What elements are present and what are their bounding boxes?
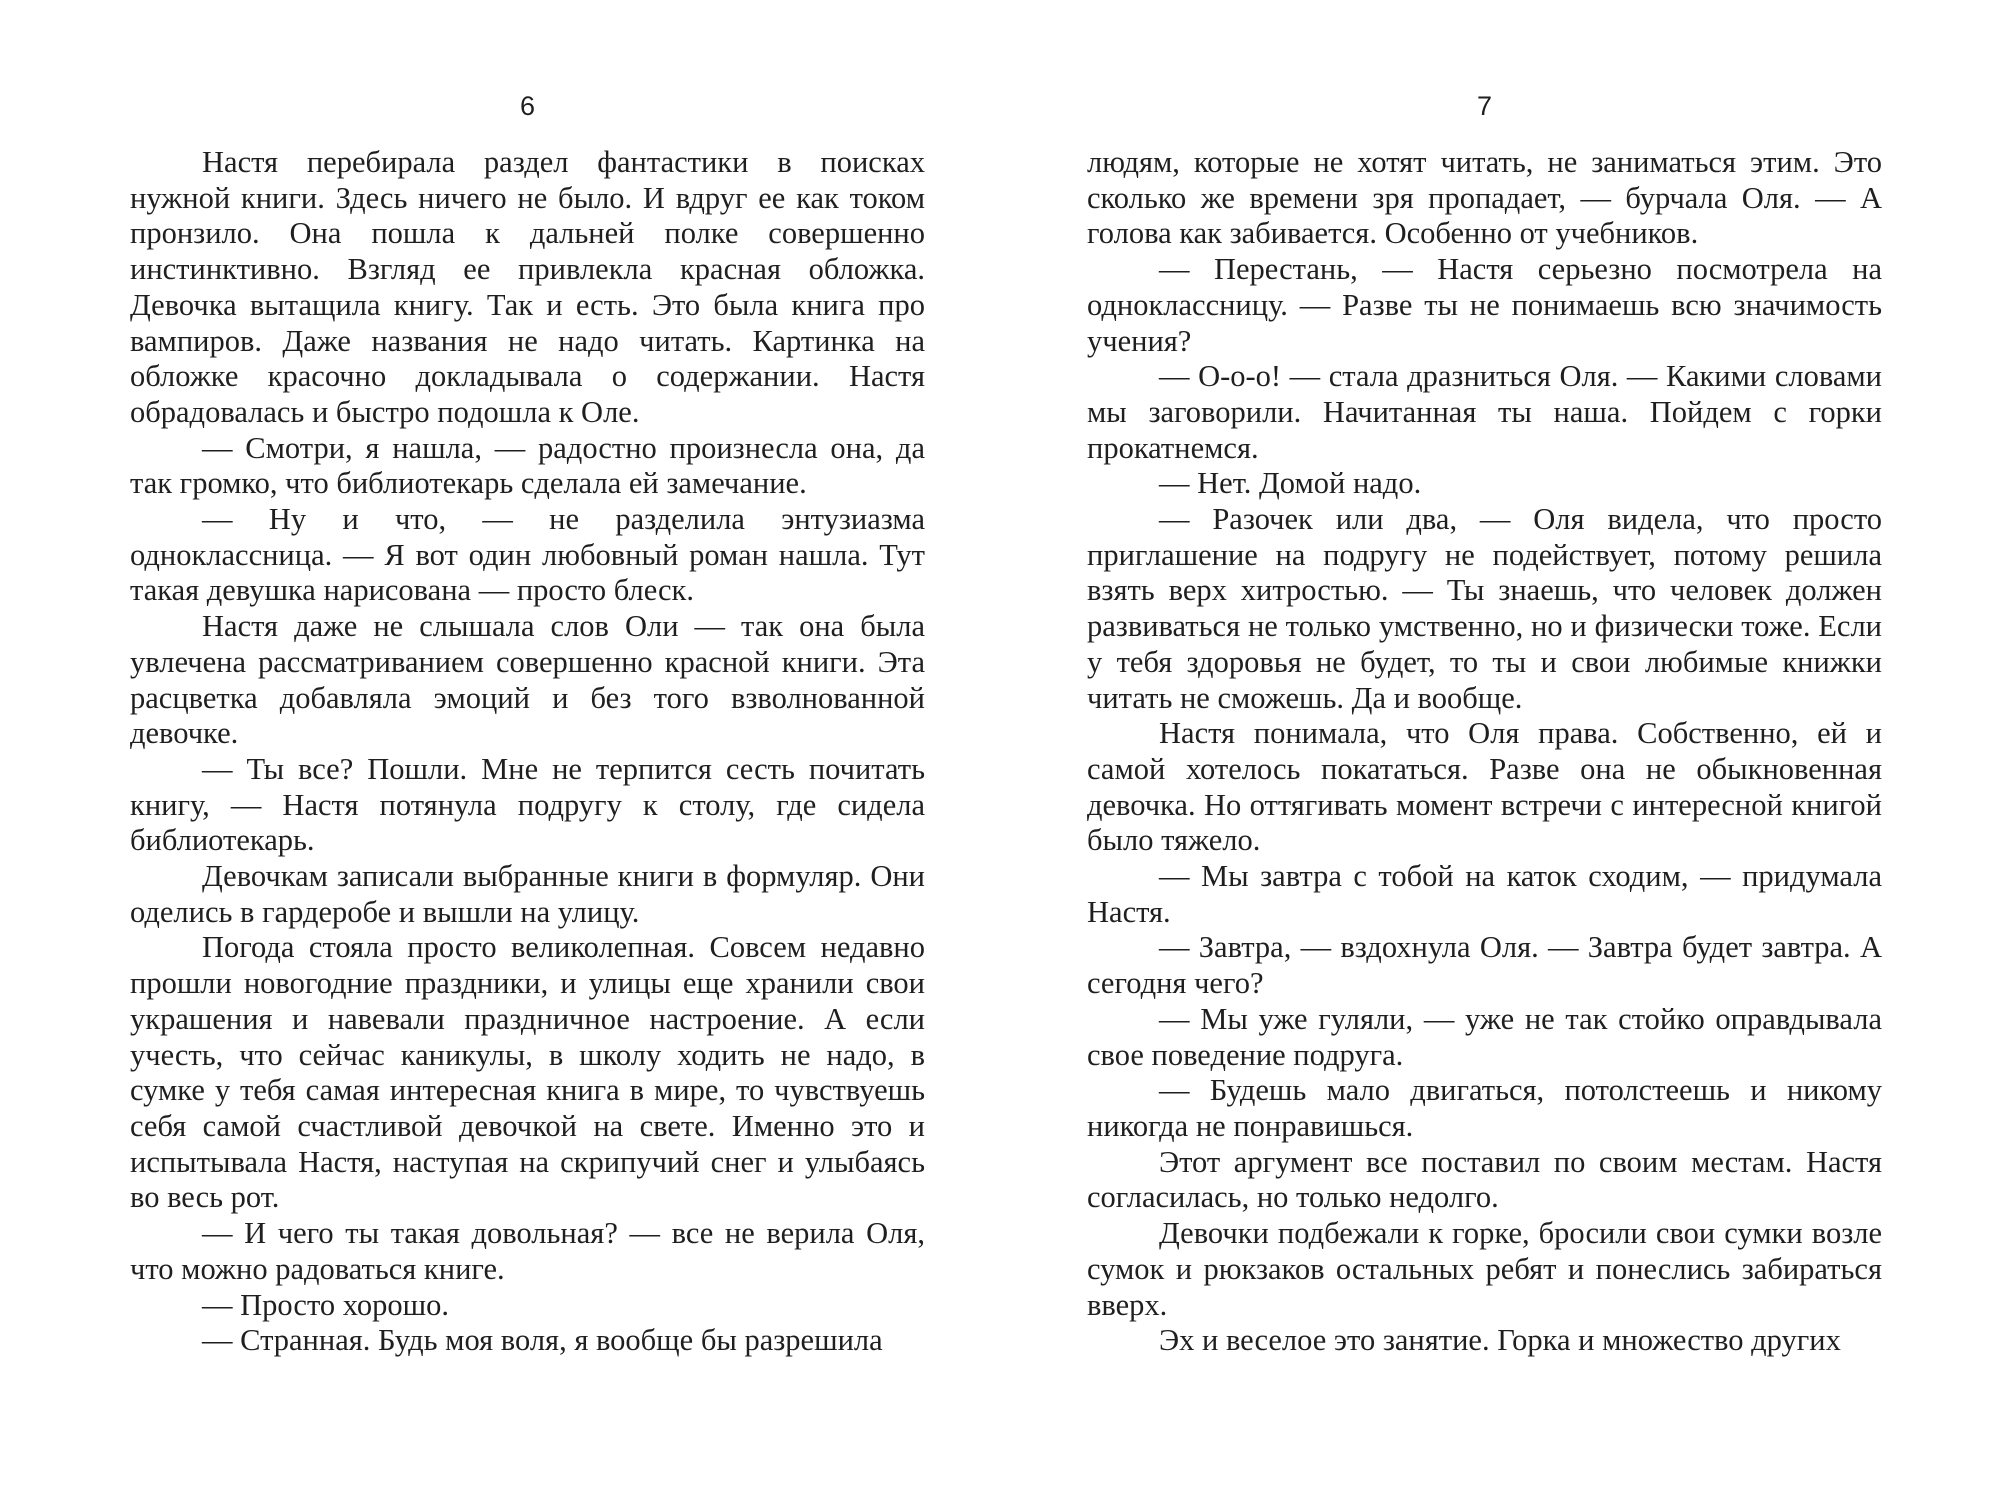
paragraph: — И чего ты такая довольная? — все не верила Оля, что можно радоваться книге. <box>130 1216 925 1286</box>
paragraph: — Разочек или два, — Оля видела, что просто приглашение на подругу не подействует, потому решила взять верх хитростью. — Ты знаешь, что человек должен развиваться не только умственно, но и физически тоже. Если у тебя здоровья не будет, то ты и свои любимые книжки читать не сможешь. Да и вообще. <box>1087 502 1882 715</box>
paragraph: Настя даже не слышала слов Оли — так она была увлечена рассматриванием совершенно красной книги. Эта расцветка добавляла эмоций и без того взволнованной девочке. <box>130 609 925 751</box>
paragraph: — Ты все? Пошли. Мне не терпится сесть почитать книгу, — Настя потянула подругу к столу, где сидела библиотекарь. <box>130 751 925 858</box>
paragraph: Этот аргумент все поставил по своим местам. Настя согласилась, но только недолго. <box>1087 1144 1882 1215</box>
left-page <box>130 0 925 1511</box>
paragraph: Погода стояла просто великолепная. Совсем недавно прошли новогодние праздники, и улицы еще хранили свои украшения и навевали праздничное настроение. А если учесть, что сейчас каникулы, в школу ходить не надо, в сумке у тебя самая интересная книга в мире, то чувствуешь себя самой счастливой девочкой на свете. Именно это и испытывала Настя, наступая на скрипучий снег и улыбаясь во весь рот. <box>130 930 925 1215</box>
paragraph: — Завтра, — вздохнула Оля. — Завтра будет завтра. А сегодня чего? <box>1087 930 1882 1001</box>
paragraph: — Мы уже гуляли, — уже не так стойко оправдывала свое поведение подруга. <box>1087 1001 1882 1072</box>
right-page <box>1087 0 1882 1511</box>
paragraph: — Странная. Будь моя воля, я вообще бы разрешила <box>202 1323 883 1358</box>
paragraph: — Смотри, я нашла, — радостно произнесла она, да так громко, что библиотекарь сделала ей замечание. <box>130 430 925 501</box>
paragraph: Девочки подбежали к горке, бросили свои сумки возле сумок и рюкзаков остальных ребят и понеслись забираться вверх. <box>1087 1216 1882 1322</box>
page-text <box>1087 145 1882 1359</box>
paragraph: — Нет. Домой надо. <box>1159 466 1422 501</box>
paragraph: — Мы завтра с тобой на каток сходим, — придумала Настя. <box>1087 859 1882 929</box>
continued-paragraph: людям, которые не хотят читать, не заниматься этим. Это сколько же времени зря пропадает, — бурчала Оля. — А голова как забивается. Особенно от учебников. <box>1087 145 1882 251</box>
paragraph: — О-о-о! — стала дразниться Оля. — Какими словами мы заговорили. Начитанная ты наша. Пойдем с горки прокатнемся. <box>1087 359 1882 465</box>
paragraph: — Ну и что, — не разделила энтузиазма одноклассница. — Я вот один любовный роман нашла. Тут такая девушка нарисована — просто блеск. <box>130 502 925 608</box>
paragraph: — Перестань, — Настя серьезно посмотрела на одноклассницу. — Разве ты не понимаешь всю значимость учения? <box>1087 252 1882 358</box>
paragraph: Девочкам записали выбранные книги в формуляр. Они оделись в гардеробе и вышли на улицу. <box>130 859 925 929</box>
page-text <box>130 145 925 1359</box>
paragraph: Настя понимала, что Оля права. Собственно, ей и самой хотелось покататься. Разве она не обыкновенная девочка. Но оттягивать момент встречи с интересной книгой было тяжело. <box>1087 716 1882 858</box>
page-number: 6 <box>519 91 536 121</box>
paragraph: Эх и веселое это занятие. Горка и множество других <box>1159 1323 1841 1358</box>
paragraph: — Будешь мало двигаться, потолстеешь и никому никогда не понравишься. <box>1087 1073 1882 1143</box>
paragraph: — Просто хорошо. <box>202 1287 449 1322</box>
paragraph: Настя перебирала раздел фантастики в поисках нужной книги. Здесь ничего не было. И вдруг ее как током пронзило. Она пошла к дальней полке совершенно инстинктивно. Взгляд ее привлекла красная обложка. Девочка вытащила книгу. Так и есть. Это была книга про вампиров. Даже названия не надо читать. Картинка на обложке красочно докладывала о содержании. Настя обрадовалась и быстро подошла к Оле. <box>130 145 925 429</box>
page-number: 7 <box>1476 91 1493 121</box>
